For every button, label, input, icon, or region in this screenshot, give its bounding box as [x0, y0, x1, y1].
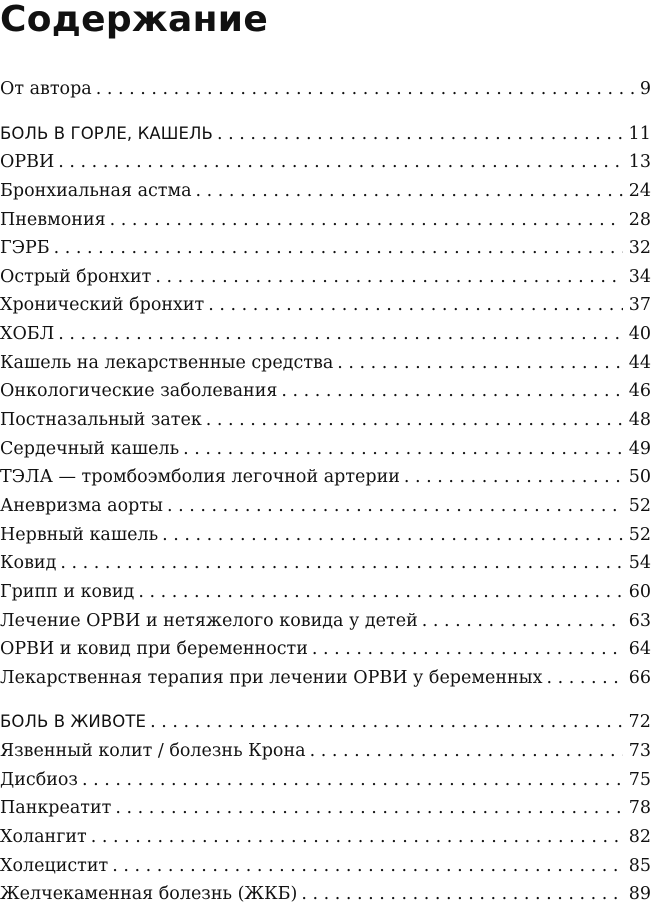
dot-leader	[208, 291, 622, 320]
toc-entry[interactable]	[0, 234, 651, 263]
dot-leader	[115, 794, 622, 823]
page-number: 34	[628, 266, 651, 287]
page-number: 78	[628, 798, 651, 819]
toc-entry[interactable]	[0, 549, 651, 578]
toc-entry[interactable]	[0, 823, 651, 852]
dot-leader	[150, 708, 622, 737]
dot-leader	[196, 177, 623, 206]
page-number: 52	[628, 495, 651, 516]
page-number: 73	[628, 741, 651, 762]
toc-entry[interactable]	[0, 794, 651, 823]
toc-entry[interactable]	[0, 177, 651, 206]
dot-leader	[281, 377, 622, 406]
toc-entry[interactable]	[0, 521, 651, 550]
toc-entry[interactable]	[0, 492, 651, 521]
entry-title: Лечение ОРВИ и нетяжелого ковида у детей	[0, 610, 418, 631]
dot-leader	[112, 852, 623, 881]
toc-entry[interactable]	[0, 263, 651, 292]
toc-section-heading[interactable]	[0, 120, 651, 149]
page-number: 72	[628, 712, 651, 733]
dot-leader	[138, 578, 622, 607]
toc-entry[interactable]	[0, 406, 651, 435]
dot-leader	[546, 664, 622, 693]
page-number: 89	[628, 884, 651, 905]
section-title: БОЛЬ В ЖИВОТЕ	[0, 712, 147, 732]
page-number: 66	[628, 667, 651, 688]
toc-entry[interactable]	[0, 578, 651, 607]
entry-title: Хронический бронхит	[0, 295, 205, 316]
section-title: БОЛЬ В ГОРЛЕ, КАШЕЛЬ	[0, 123, 213, 143]
page-number: 64	[628, 639, 651, 660]
dot-leader	[60, 549, 622, 578]
page-number: 75	[628, 769, 651, 790]
dot-leader	[110, 206, 623, 235]
page-number: 82	[628, 827, 651, 848]
dot-leader	[82, 766, 623, 795]
toc-entry[interactable]	[0, 463, 651, 492]
page-number: 50	[628, 467, 651, 488]
toc-entry[interactable]	[0, 664, 651, 693]
entry-title: ХОБЛ	[0, 324, 55, 345]
toc-entry[interactable]	[0, 737, 651, 766]
page-number: 46	[628, 381, 651, 402]
page-number: 52	[628, 524, 651, 545]
toc-entry[interactable]	[0, 320, 651, 349]
page-number: 24	[628, 180, 651, 201]
entry-title: Постназальный затек	[0, 410, 202, 431]
entry-title: ОРВИ и ковид при беременности	[0, 639, 308, 660]
dot-leader	[404, 463, 623, 492]
entry-title: От автора	[0, 79, 92, 99]
toc-entry[interactable]	[0, 435, 651, 464]
page-number: 48	[628, 410, 651, 431]
page-number: 11	[628, 123, 651, 144]
entry-title: Холангит	[0, 827, 87, 848]
toc-section-heading[interactable]	[0, 708, 651, 737]
dot-leader	[58, 148, 622, 177]
entry-title: Грипп и ковид	[0, 581, 135, 602]
entry-title: Кашель на лекарственные средства	[0, 352, 334, 373]
entry-title: Сердечный кашель	[0, 438, 180, 459]
entry-title: Холецистит	[0, 855, 109, 876]
entry-title: ОРВИ	[0, 152, 55, 173]
entry-title: Дисбиоз	[0, 769, 78, 790]
page-title: Содержание	[0, 0, 269, 40]
entry-title: Ковид	[0, 553, 57, 574]
toc-entry[interactable]	[0, 766, 651, 795]
page-number: 54	[628, 553, 651, 574]
dot-leader	[206, 406, 623, 435]
dot-leader	[183, 435, 623, 464]
dot-leader	[310, 737, 623, 766]
page-number: 9	[639, 79, 651, 99]
page-number: 44	[628, 352, 651, 373]
toc-entry[interactable]	[0, 852, 651, 881]
toc-entry[interactable]	[0, 377, 651, 406]
page-number: 85	[628, 855, 651, 876]
toc-entry[interactable]	[0, 635, 651, 664]
dot-leader	[155, 263, 622, 292]
entry-title: Пневмония	[0, 209, 106, 230]
dot-leader	[217, 120, 623, 149]
dot-leader	[162, 521, 623, 550]
toc-entry[interactable]	[0, 880, 651, 909]
entry-title: Панкреатит	[0, 798, 112, 819]
toc-entry[interactable]	[0, 291, 651, 320]
page-number: 13	[628, 152, 651, 173]
toc-entry[interactable]	[0, 206, 651, 235]
dot-leader	[96, 75, 634, 104]
toc-entry[interactable]	[0, 75, 651, 104]
entry-title: ГЭРБ	[0, 238, 50, 259]
table-of-contents	[0, 75, 651, 909]
page-number: 28	[628, 209, 651, 230]
dot-leader	[54, 234, 623, 263]
dot-leader	[91, 823, 623, 852]
entry-title: Аневризма аорты	[0, 495, 163, 516]
toc-entry[interactable]	[0, 349, 651, 378]
toc-entry[interactable]	[0, 607, 651, 636]
page-number: 49	[628, 438, 651, 459]
entry-title: Бронхиальная астма	[0, 180, 192, 201]
page-number: 60	[628, 581, 651, 602]
entry-title: Лекарственная терапия при лечении ОРВИ у беременных	[0, 667, 543, 688]
entry-title: Язвенный колит / болезнь Крона	[0, 741, 306, 762]
dot-leader	[312, 635, 623, 664]
page-number: 63	[628, 610, 651, 631]
page-number: 32	[628, 238, 651, 259]
entry-title: Желчекаменная болезнь (ЖКБ)	[0, 884, 298, 905]
entry-title: Нервный кашель	[0, 524, 159, 545]
dot-leader	[167, 492, 623, 521]
page-number: 37	[628, 295, 651, 316]
page-number: 40	[628, 324, 651, 345]
dot-leader	[58, 320, 622, 349]
dot-leader	[337, 349, 622, 378]
dot-leader	[301, 880, 622, 909]
entry-title: ТЭЛА — тромбоэмболия легочной артерии	[0, 467, 400, 488]
entry-title: Острый бронхит	[0, 266, 152, 287]
entry-title: Онкологические заболевания	[0, 381, 278, 402]
dot-leader	[422, 607, 623, 636]
toc-entry[interactable]	[0, 148, 651, 177]
